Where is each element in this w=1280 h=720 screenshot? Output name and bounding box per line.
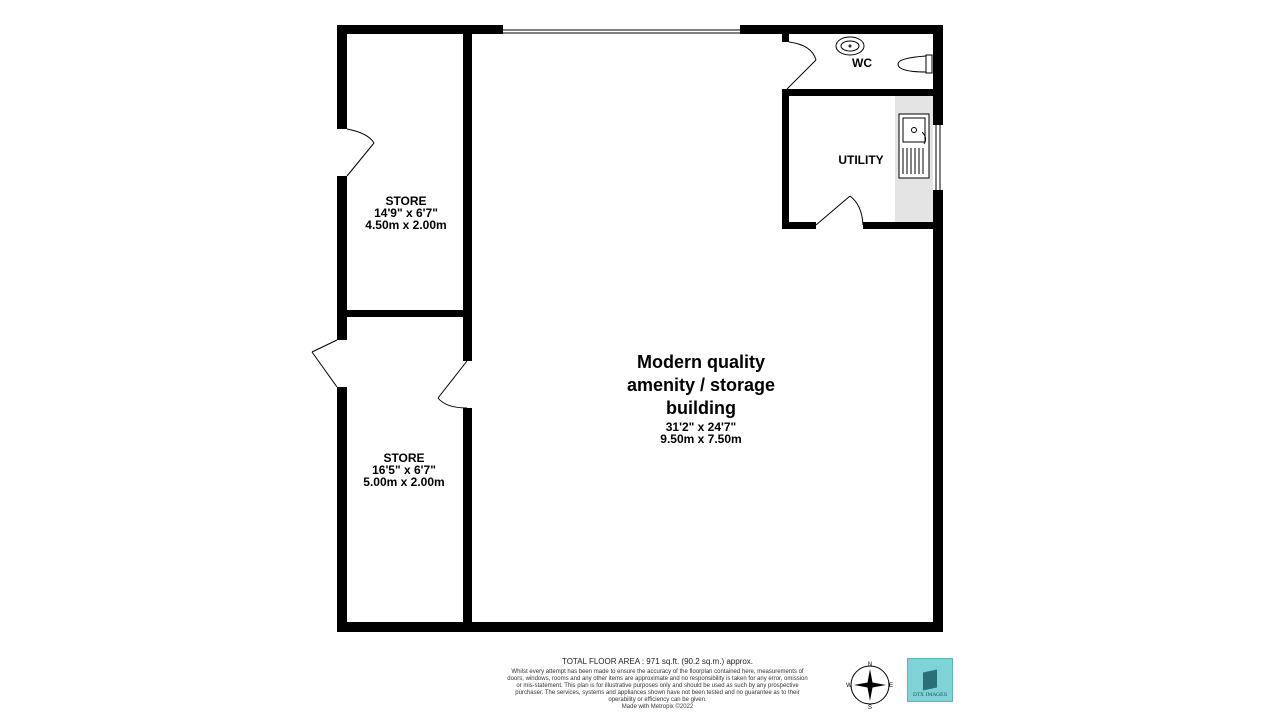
store-1-imperial: 14'9" x 6'7" bbox=[374, 206, 438, 220]
wall-left-middle bbox=[337, 176, 347, 340]
total-floor-area: TOTAL FLOOR AREA : 971 sq.ft. (90.2 sq.m.) approx. bbox=[561, 657, 754, 666]
door-store-1 bbox=[347, 129, 374, 176]
wall-right-upper bbox=[933, 25, 943, 125]
store-partition-lower bbox=[463, 408, 472, 624]
wall-left-lower bbox=[337, 387, 347, 632]
main-name-line-3: building bbox=[666, 398, 736, 418]
compass-rose-icon bbox=[845, 660, 895, 710]
wall-left-upper bbox=[337, 25, 347, 129]
store-divider bbox=[347, 310, 465, 317]
wc-left-stub bbox=[782, 34, 789, 42]
inner-walls bbox=[347, 34, 933, 624]
main-metric: 9.50m x 7.50m bbox=[660, 432, 742, 446]
logo-mark bbox=[923, 670, 937, 691]
toilet-icon bbox=[898, 55, 932, 73]
utility-window bbox=[936, 125, 940, 190]
sink-icon bbox=[899, 114, 929, 178]
label-main-room bbox=[627, 352, 775, 446]
compass-w: W bbox=[846, 683, 852, 689]
disclaimer: Whilst every attempt has been made to ensure the accuracy of the floorplan contained here, measurements of doors, windows, rooms and any other items are approximate and no responsibility is taken for any error, omission or mis-statement. This plan is for illustrative purposes only and should be used as such by any prospective purchaser. The services, systems and appliances shown have not been tested and no guarantee as to their operability or efficiency can be given. bbox=[507, 669, 808, 703]
label-store-1 bbox=[365, 194, 446, 232]
top-window bbox=[503, 30, 740, 33]
door-wc bbox=[787, 42, 816, 89]
door-store-2-outer bbox=[312, 340, 337, 387]
utility-left-wall bbox=[782, 89, 789, 229]
wall-right-lower bbox=[933, 190, 943, 632]
logo-icon bbox=[907, 658, 953, 702]
wall-top-left bbox=[337, 25, 503, 34]
compass-e: E bbox=[888, 683, 894, 689]
label-store-2 bbox=[363, 451, 444, 489]
utility-bottom-left bbox=[782, 222, 816, 229]
main-name-line-1: Modern quality bbox=[636, 352, 766, 372]
store-1-metric: 4.50m x 2.00m bbox=[365, 218, 447, 232]
utility-top-wall bbox=[782, 89, 933, 96]
main-imperial: 31'2" x 24'7" bbox=[665, 420, 737, 434]
utility-label: UTILITY bbox=[838, 153, 884, 167]
wall-top-right bbox=[740, 25, 943, 34]
door-store-2-inner bbox=[438, 361, 467, 408]
main-name-line-2: amenity / storage bbox=[626, 375, 776, 395]
store-1-name: STORE bbox=[385, 194, 427, 208]
wc-label: WC bbox=[852, 56, 872, 70]
footer bbox=[505, 656, 810, 711]
outer-walls bbox=[337, 25, 943, 632]
basin-icon bbox=[836, 37, 864, 55]
store-2-metric: 5.00m x 2.00m bbox=[363, 475, 445, 489]
logo-text: DTX IMAGES bbox=[912, 692, 948, 698]
made-with-credit: Made with Metropix ©2022 bbox=[621, 704, 694, 710]
utility-bottom-right bbox=[863, 222, 933, 229]
store-2-name: STORE bbox=[383, 451, 425, 465]
door-utility bbox=[816, 196, 863, 225]
compass-n: N bbox=[867, 662, 873, 668]
store-2-imperial: 16'5" x 6'7" bbox=[372, 463, 436, 477]
compass-s: S bbox=[867, 705, 873, 710]
wall-bottom bbox=[337, 622, 943, 632]
